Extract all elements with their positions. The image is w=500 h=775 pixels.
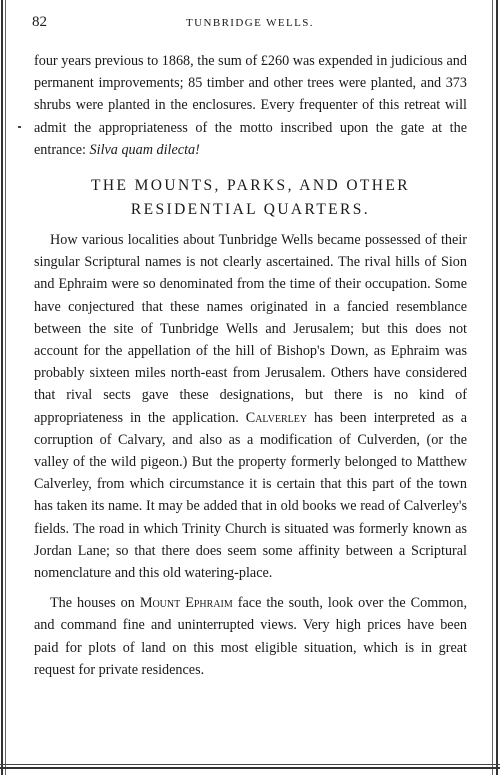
margin-mark	[18, 126, 21, 128]
running-head: TUNBRIDGE WELLS.	[186, 17, 314, 29]
section-heading	[34, 174, 467, 222]
term-mount-ephraim: Mount Ephraim	[139, 595, 233, 612]
bottom-border-rule	[0, 767, 500, 769]
paragraph-mount-ephraim	[34, 592, 467, 681]
paragraph-text: has been interpreted as a corruption of Calvary, and also as a modification of Culverden, (or the valley of the wild pigeon.) But the property formerly belonged to Matthew Calverley, from which circumstance it is certain that this part of the town has taken its name. It may be added that in old books we read of Calverley's fields. The road in which Trinity Church is situated was formerly known as Jordan Lane; so that there does seem some affinity between a Scriptural nomenclature and this old watering-place.	[34, 409, 467, 582]
paragraph-text: four years previous to 1868, the sum of £260 was expended in judicious and permanent improvements; 85 timber and other trees were planted, and 373 shrubs were planted in the enclosures. Every frequenter of this retreat will admit the appropriateness of the motto inscribed upon the gate at the entrance:	[34, 53, 467, 158]
motto: Silva quam dilecta!	[89, 141, 200, 158]
paragraph-text: The houses on	[50, 595, 135, 612]
right-inner-rule	[492, 0, 493, 775]
page-header	[32, 14, 468, 34]
left-inner-rule	[5, 0, 6, 775]
right-border-rule	[496, 0, 498, 775]
section-heading-line-1: THE MOUNTS, PARKS, AND OTHER	[91, 177, 410, 195]
left-border-rule	[1, 0, 3, 775]
paragraph-text: face the south, look over the Common, and command fine and uninterrupted views. Very high prices have been paid for plots of land on this most eligible situation, which is in great request for private residences.	[34, 595, 468, 678]
page-number: 82	[32, 14, 47, 30]
term-calverley: Calverley	[245, 409, 308, 426]
paragraph-scriptural-names	[34, 229, 467, 584]
bottom-inner-rule	[0, 764, 500, 765]
paragraph-continuation	[34, 50, 467, 161]
section-heading-line-2: RESIDENTIAL QUARTERS.	[130, 201, 371, 219]
paragraph-text: How various localities about Tunbridge Wells became possessed of their singular Scriptural names is not clearly ascertained. The rival hills of Sion and Ephraim were so denominated from the time of their occupation. Some have conjectured that these names originated in a fancied resemblance between the site of Tunbridge Wells and Jerusalem; but this does not account for the appellation of the hill of Bishop's Down, as Ephraim was probably sixteen miles north-east from Jerusalem. Others have considered that rival sects gave these designations, but there is no kind of appropriateness in the application.	[34, 232, 467, 426]
page-body	[34, 50, 467, 681]
